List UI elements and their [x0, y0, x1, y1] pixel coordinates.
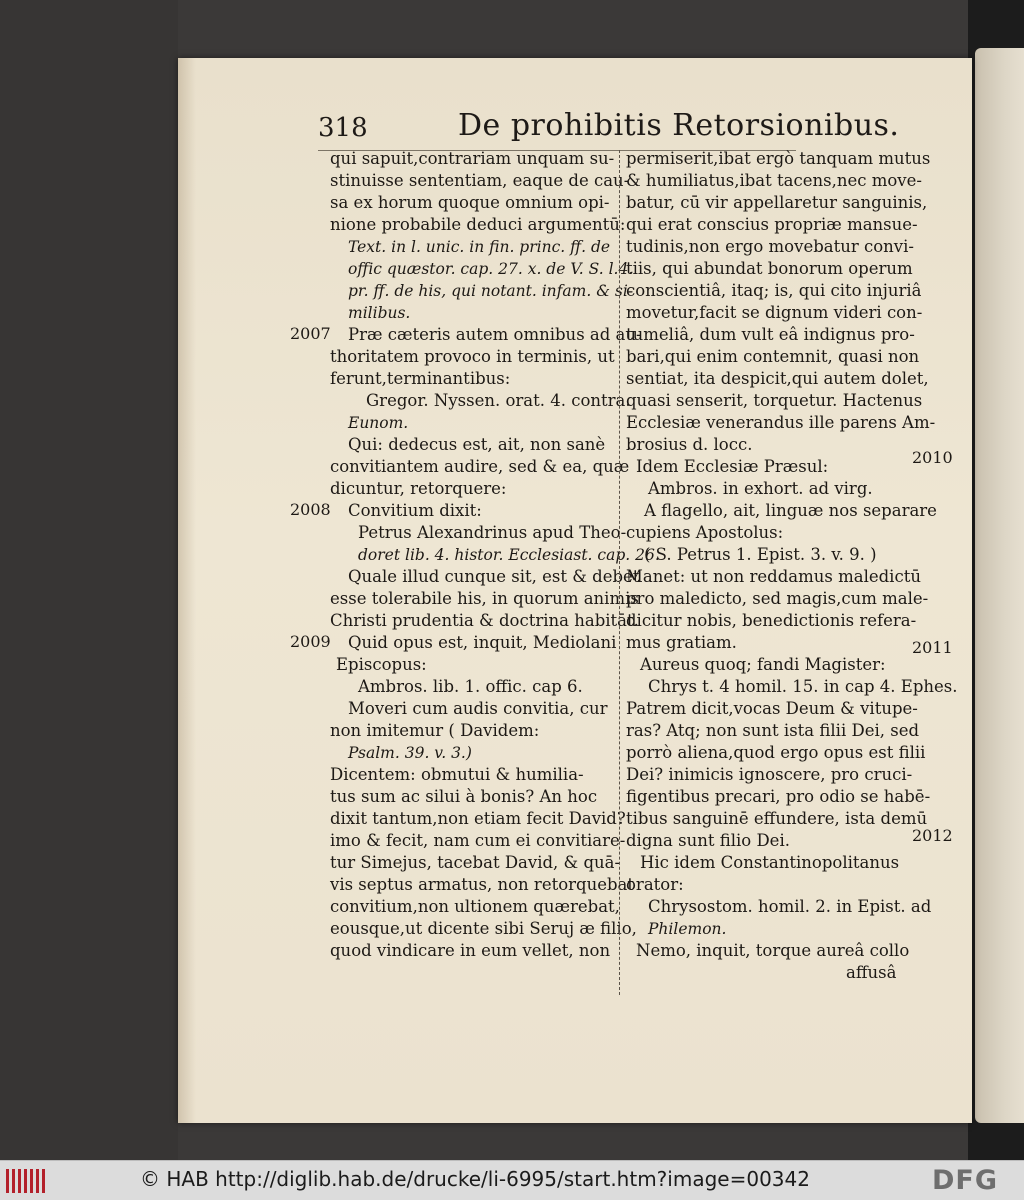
citation-line: Psalm. 39. v. 3.)	[348, 744, 472, 762]
text-line: figentibus precari, pro odio se habē-	[626, 787, 931, 806]
dfg-logo: DFG	[932, 1165, 999, 1196]
scanner-bed	[0, 0, 178, 1160]
text-line: Aureus quoq; fandi Magister:	[640, 655, 886, 674]
text-line: esse tolerabile his, in quorum animis	[330, 589, 639, 608]
text-line: Hic idem Constantinopolitanus	[640, 853, 900, 872]
text-line: thoritatem provoco in terminis, ut	[330, 347, 615, 366]
text-line: dicuntur, retorquere:	[330, 479, 507, 498]
text-line: bari,qui enim contemnit, quasi non	[626, 347, 920, 366]
citation-line: Ambros. lib. 1. offic. cap 6.	[358, 677, 583, 696]
citation-line: Gregor. Nyssen. orat. 4. contra.	[366, 391, 631, 410]
text-line: sentiat, ita despicit,qui autem dolet,	[626, 369, 929, 388]
citation-line: milibus.	[348, 304, 411, 322]
text-line: ferunt,terminantibus:	[330, 369, 511, 388]
text-line: & humiliatus,ibat tacens,nec move-	[626, 171, 922, 190]
text-line: tibus sanguinē effundere, ista demū	[626, 809, 928, 828]
text-line: Præ cæteris autem omnibus ad au-	[348, 325, 642, 344]
citation-line: Philemon.	[648, 920, 727, 938]
text-line: ras? Atq; non sunt ista filii Dei, sed	[626, 721, 920, 740]
margin-number: 2011	[912, 638, 953, 657]
citation-line: Chrysostom. homil. 2. in Epist. ad	[648, 897, 932, 916]
text-line: Christi prudentia & doctrina habitāt.	[330, 611, 639, 630]
text-line: batur, cū vir appellaretur sanguinis,	[626, 193, 928, 212]
text-line: Dei? inimicis ignoscere, pro cruci-	[626, 765, 913, 784]
text-line: Nemo, inquit, torque aureâ collo	[636, 941, 910, 960]
text-line: dixit tantum,non etiam fecit David?	[330, 809, 626, 828]
text-line: nione probabile deduci argumentū:	[330, 215, 626, 234]
text-line: sa ex horum quoque omnium opi-	[330, 193, 610, 212]
next-page-paper	[975, 48, 1024, 1123]
page-number: 318	[318, 113, 368, 143]
text-line: tus sum ac silui à bonis? An hoc	[330, 787, 598, 806]
text-line: Patrem dicit,vocas Deum & vitupe-	[626, 699, 918, 718]
text-line: Moveri cum audis convitia, cur	[348, 699, 608, 718]
text-line: Manet: ut non reddamus maledictū	[626, 567, 921, 586]
text-line: vis septus armatus, non retorquebat	[330, 875, 635, 894]
text-line: permiserit,ibat ergò tanquam mutus	[626, 149, 931, 168]
text-line: dicitur nobis, benedictionis refera-	[626, 611, 917, 630]
citation-line: Chrys t. 4 homil. 15. in cap 4. Ephes.	[648, 677, 958, 696]
text-line: Qui: dedecus est, ait, non sanè	[348, 435, 606, 454]
text-line: qui sapuit,contrariam unquam su-	[330, 149, 615, 168]
footer-copyright-link[interactable]: © HAB http://diglib.hab.de/drucke/li-6995/start.htm?image=00342	[140, 1167, 810, 1191]
margin-number: 2007	[290, 324, 331, 343]
citation-line: Ambros. in exhort. ad virg.	[648, 479, 873, 498]
text-line: tur Simejus, tacebat David, & quā-	[330, 853, 621, 872]
text-line: conscientiâ, itaq; is, qui cito injuriâ	[626, 281, 922, 300]
text-line: convitium,non ultionem quærebat,	[330, 897, 620, 916]
hab-logo-icon	[6, 1169, 46, 1193]
column-divider	[619, 150, 620, 995]
text-line: imo & fecit, nam cum ei convitiare-	[330, 831, 626, 850]
text-line: tudinis,non ergo movebatur convi-	[626, 237, 914, 256]
citation-line: Petrus Alexandrinus apud Theo-	[358, 523, 627, 542]
text-line: A flagello, ait, linguæ nos separare	[644, 501, 937, 520]
text-line: Quale illud cunque sit, est & debet	[348, 567, 640, 586]
text-line: movetur,facit se dignum videri con-	[626, 303, 923, 322]
margin-number: 2008	[290, 500, 331, 519]
catchword: affusâ	[846, 963, 897, 982]
text-line: digna sunt filio Dei.	[626, 831, 790, 850]
running-title: De prohibitis Retorsionibus.	[458, 108, 900, 143]
footer-bar	[0, 1160, 1024, 1200]
text-line: quasi senserit, torquetur. Hactenus	[626, 391, 923, 410]
text-line: stinuisse sententiam, eaque de cau-	[330, 171, 630, 190]
text-line: Quid opus est, inquit, Mediolani	[348, 633, 617, 652]
text-line: Convitium dixit:	[348, 501, 482, 520]
text-line: mus gratiam.	[626, 633, 737, 652]
margin-number: 2010	[912, 448, 953, 467]
text-line: orator:	[626, 875, 684, 894]
text-line: pro maledicto, sed magis,cum male-	[626, 589, 929, 608]
citation-line: Text. in l. unic. in fin. princ. ff. de	[348, 238, 611, 256]
text-line: brosius d. locc.	[626, 435, 753, 454]
text-line: Ecclesiæ venerandus ille parens Am-	[626, 413, 936, 432]
book-page	[178, 58, 972, 1123]
text-line: Episcopus:	[336, 655, 427, 674]
text-line: tiis, qui abundat bonorum operum	[626, 259, 913, 278]
text-line: cupiens Apostolus:	[626, 523, 784, 542]
margin-number: 2009	[290, 632, 331, 651]
text-line: Idem Ecclesiæ Præsul:	[636, 457, 829, 476]
citation-line: offic quæstor. cap. 27. x. de V. S. l.4.	[348, 260, 634, 278]
text-line: porrò aliena,quod ergo opus est filii	[626, 743, 926, 762]
text-line: non imitemur ( Davidem:	[330, 721, 540, 740]
citation-line: pr. ff. de his, qui notant. infam. & si-	[348, 282, 634, 300]
text-line: quod vindicare in eum vellet, non	[330, 941, 611, 960]
text-line: convitiantem audire, sed & ea, quæ	[330, 457, 630, 476]
text-line: tumeliâ, dum vult eâ indignus pro-	[626, 325, 915, 344]
text-line: eousque,ut dicente sibi Seruj æ filio,	[330, 919, 637, 938]
citation-line: ( S. Petrus 1. Epist. 3. v. 9. )	[644, 545, 877, 564]
text-line: qui erat conscius propriæ mansue-	[626, 215, 918, 234]
margin-number: 2012	[912, 826, 953, 845]
text-line: Dicentem: obmutui & humilia-	[330, 765, 584, 784]
citation-line: Eunom.	[348, 414, 409, 432]
citation-line: doret lib. 4. histor. Ecclesiast. cap. 26.	[358, 546, 660, 564]
